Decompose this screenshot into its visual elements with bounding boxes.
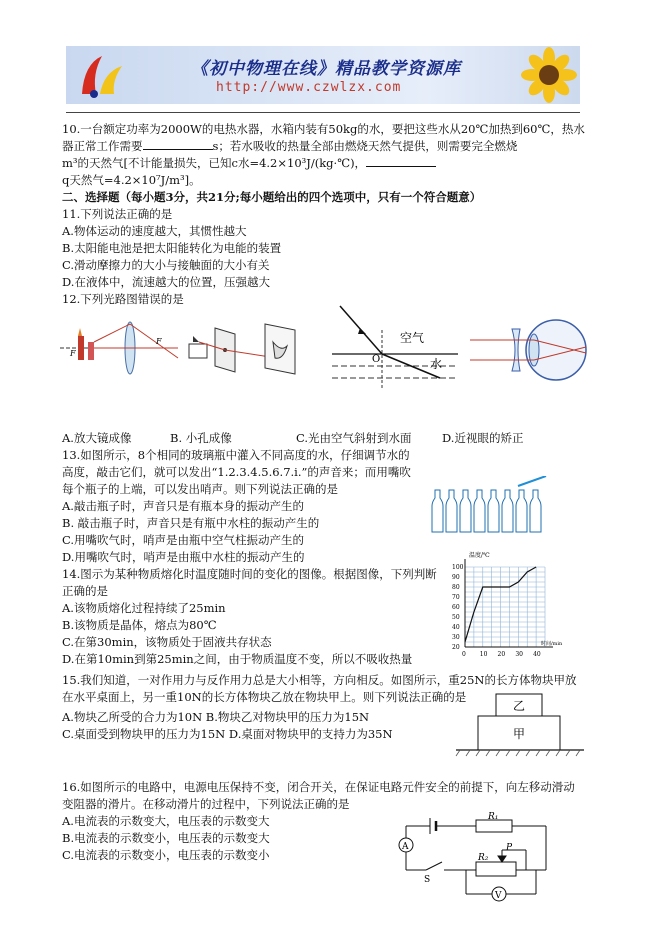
circuit-diagram — [396, 808, 556, 908]
melting-curve-chart — [445, 545, 575, 667]
header-divider — [66, 112, 580, 113]
q14-option-d: D.在第10min到第25min之间，由于物质温度不变，所以不吸收热量 — [62, 652, 413, 666]
q14-option-a: A.该物质熔化过程持续了25min — [62, 601, 226, 615]
bottle — [474, 490, 485, 532]
q10-line2: 器正常工作需要 s；若水吸收的热量全部由燃烧天然气提供，则需要完全燃烧 — [62, 139, 518, 153]
q11-option-d: D.在液体中，流速越大的位置，压强越大 — [62, 275, 270, 289]
svg-text:空气: 空气 — [400, 331, 425, 345]
svg-text:O: O — [372, 354, 381, 365]
y-tick-label: 20 — [452, 644, 460, 651]
svg-text:P: P — [506, 843, 513, 853]
eye-diagram — [470, 315, 590, 385]
q11-option-b: B.太阳能电池是把太阳能转化为电能的装置 — [62, 241, 282, 255]
y-tick-label: 30 — [452, 634, 460, 641]
x-axis-label: 时间/min — [541, 641, 563, 647]
x-tick-label: 10 — [479, 651, 488, 658]
q11-stem: 11.下列说法正确的是 — [62, 207, 173, 221]
q10-line1: 10.一台额定功率为2000W的电热水器，水箱内装有50kg的水，要把这些水从20℃加热到60℃，热水 — [62, 122, 585, 136]
q13-option-d: D.用嘴吹气时，哨声是由瓶中水柱的振动产生的 — [62, 550, 305, 564]
answer-blank[interactable] — [143, 138, 213, 150]
q13-option-b: B. 敲击瓶子时，声音只是有瓶中水柱的振动产生的 — [62, 516, 320, 530]
y-axis-label: 温度/℃ — [469, 552, 490, 559]
x-tick-label: 40 — [533, 651, 541, 658]
q12-stem: 12.下列光路图错误的是 — [62, 292, 184, 306]
bottle — [446, 490, 457, 532]
q10-line4: q天然气=4.2×10⁷J/m³]。 — [62, 173, 201, 187]
x-tick-label: 0 — [462, 651, 466, 658]
y-tick-label: 90 — [452, 574, 460, 581]
svg-text:A: A — [402, 842, 409, 852]
svg-text:V: V — [495, 891, 502, 901]
svg-text:R₁: R₁ — [488, 812, 499, 822]
y-tick-label: 80 — [452, 584, 460, 591]
y-tick-label: 40 — [452, 624, 460, 631]
q16-option-c: C.电流表的示数变小，电压表的示数变小 — [62, 848, 270, 862]
q12-option-d: D.近视眼的矫正 — [442, 431, 524, 445]
q16-stem-line2: 变阻器的滑片。在移动滑片的过程中，下列说法正确的是 — [62, 797, 350, 811]
bottle — [432, 490, 443, 532]
q13-stem-line1: 13.如图所示，8个相同的玻璃瓶中灌入不同高度的水，仔细调节水的 — [62, 448, 410, 462]
svg-text:R₂: R₂ — [478, 853, 489, 863]
banner-title: 《初中物理在线》精品教学资源库 — [191, 59, 461, 79]
bottle — [460, 490, 471, 532]
q12-option-a: A.放大镜成像 — [62, 431, 132, 445]
q16-option-b: B.电流表的示数变小，电压表的示数变大 — [62, 831, 270, 845]
q14-stem-line2: 正确的是 — [62, 584, 108, 598]
q12-option-c: C.光由空气斜射到水面 — [296, 431, 412, 445]
svg-text:S: S — [424, 875, 431, 885]
y-tick-label: 70 — [452, 594, 460, 601]
q13-stem-line3: 每个瓶子的上端，可以发出哨声。则下列说法正确的是 — [62, 482, 338, 496]
bottle — [488, 490, 499, 532]
q14-option-c: C.在第30min，该物质处于固液共存状态 — [62, 635, 272, 649]
pinhole-diagram — [185, 322, 305, 380]
svg-text:乙: 乙 — [513, 699, 526, 713]
site-logo-icon — [74, 50, 132, 102]
header-banner — [66, 46, 580, 104]
q16-stem-line1: 16.如图所示的电路中，电源电压保持不变，闭合开关，在保证电路元件安全的前提下，向左移动滑动 — [62, 780, 575, 794]
refraction-diagram — [330, 300, 460, 390]
x-tick-label: 30 — [515, 651, 523, 658]
svg-text:F: F — [156, 337, 162, 346]
x-tick-label: 20 — [497, 651, 506, 658]
q10-line3: m³的天然气[不计能量损失，已知c水=4.2×10³J/(kg·℃)， — [62, 155, 436, 171]
q13-stem-line2: 高度，敲击它们，就可以发出“1.2.3.4.5.6.7.i.”的声音来；而用嘴吹 — [62, 465, 411, 479]
q11-option-c: C.滑动摩擦力的大小与接触面的大小有关 — [62, 258, 270, 272]
sunflower-icon — [518, 46, 580, 104]
bottle — [530, 490, 541, 532]
q14-option-b: B.该物质是晶体，熔点为80℃ — [62, 618, 217, 632]
banner-url[interactable]: http://www.czwlzx.com — [216, 80, 402, 95]
q13-option-c: C.用嘴吹气时，哨声是由瓶中空气柱振动产生的 — [62, 533, 305, 547]
q15-options-row1: A.物块乙所受的合力为10N B.物块乙对物块甲的压力为15N — [62, 710, 370, 724]
y-tick-label: 100 — [452, 564, 464, 571]
bottle — [516, 490, 527, 532]
q15-stem-line2: 在水平桌面上，另一重10N的长方体物块乙放在物块甲上。则下列说法正确的是 — [62, 690, 467, 704]
svg-text:甲: 甲 — [513, 727, 526, 741]
q16-option-a: A.电流表的示数变大，电压表的示数变大 — [62, 814, 270, 828]
bottles-diagram — [430, 476, 550, 534]
magnifier-diagram — [60, 318, 180, 380]
q14-stem-line1: 14.图示为某种物质熔化时温度随时间的变化的图像。根据图像，下列判断 — [62, 567, 437, 581]
blocks-diagram — [454, 692, 586, 760]
q12-option-b: B. 小孔成像 — [170, 431, 232, 445]
svg-text:F: F — [70, 349, 76, 358]
q13-option-a: A.敲击瓶子时，声音只是有瓶本身的振动产生的 — [62, 499, 304, 513]
y-tick-label: 60 — [452, 604, 460, 611]
q15-options-row2: C.桌面受到物块甲的压力为15N D.桌面对物块甲的支持力为35N — [62, 727, 393, 741]
bottle — [502, 490, 513, 532]
svg-text:水: 水 — [430, 357, 443, 371]
q15-stem-line1: 15.我们知道，一对作用力与反作用力总是大小相等，方向相反。如图所示，重25N的长方体物块甲放 — [62, 673, 577, 687]
q11-option-a: A.物体运动的速度越大，其惯性越大 — [62, 224, 247, 238]
y-tick-label: 50 — [452, 614, 460, 621]
section-heading: 二、选择题（每小题3分，共21分;每小题给出的四个选项中，只有一个符合题意） — [62, 190, 482, 204]
answer-blank[interactable] — [366, 155, 436, 167]
